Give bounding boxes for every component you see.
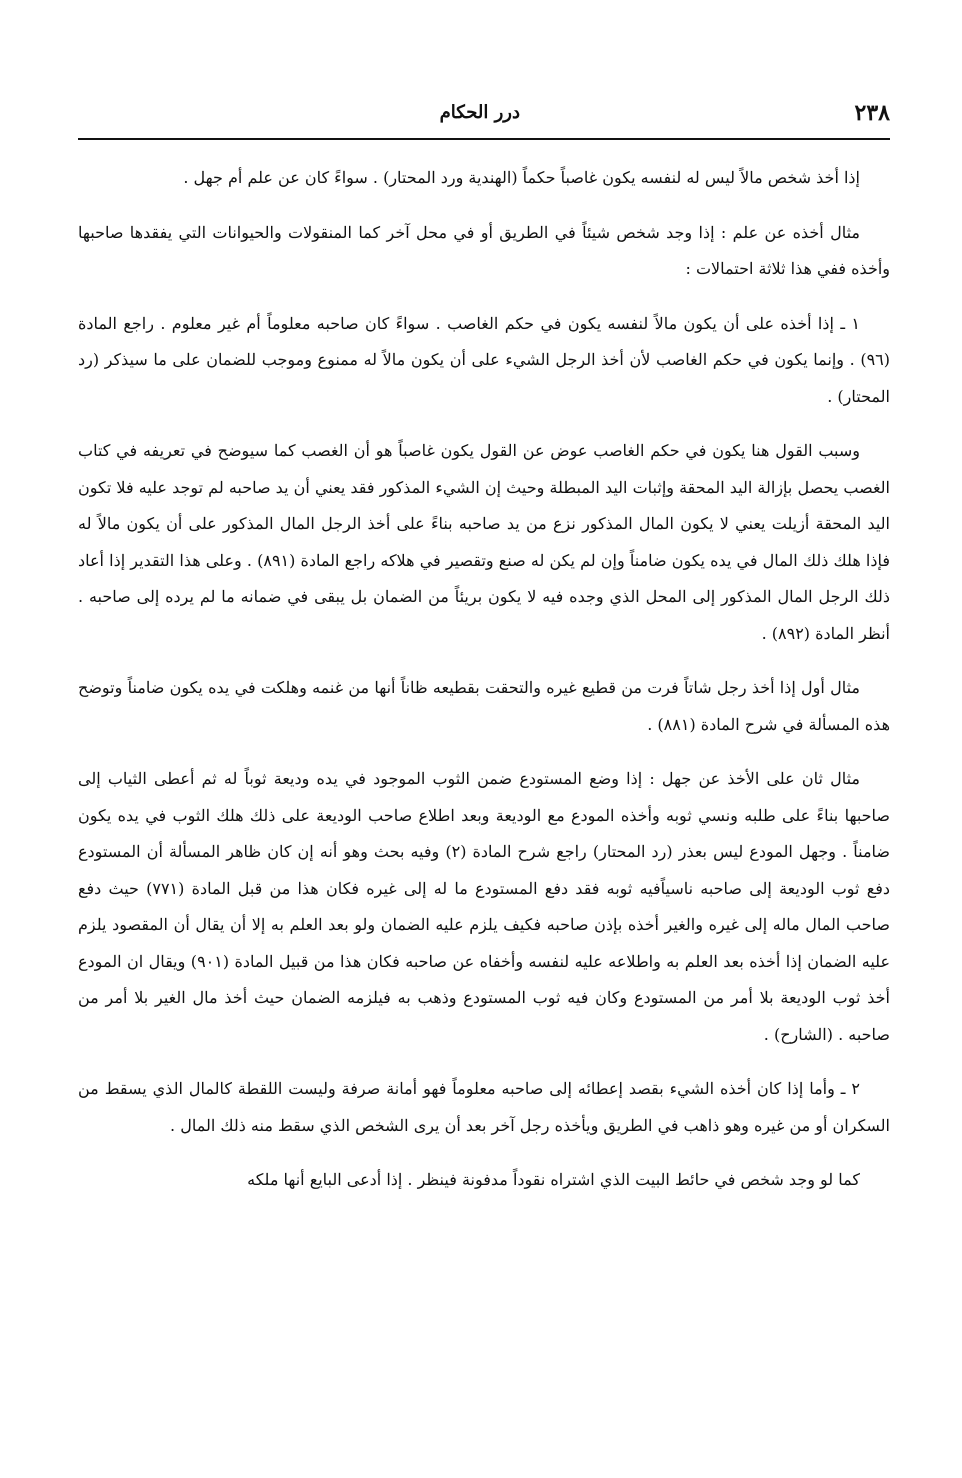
paragraph-first-example: مثال أول إذا أخذ رجل شاتاً فرت من قطيع غيره والتحقت بقطيعه ظاناً أنها من غنمه وهلكت في يده يكون ضامناً وتوضح هذه المسألة في شرح المادة (٨٨١) . <box>78 678 890 734</box>
paragraph-case-2: ٢ ـ وأما إذا كان أخذه الشيء بقصد إعطائه إلى صاحبه معلوماً فهو أمانة صرفة وليست اللقطة كالمال الذي يسقط من السكران أو من غيره وهو ذاهب في الطريق ويأخذه رجل آخر بعد أن يرى الشخص الذي سقط منه ذلك المال . <box>78 1079 890 1135</box>
paragraph-buried-money: كما لو وجد شخص في حائط البيت الذي اشتراه نقوداً مدفونة فينظر . إذا أدعى البايع أنها ملكه <box>247 1170 860 1189</box>
paragraph-example-knowledge: مثال أخذه عن علم : إذا وجد شخص شيئاً في الطريق أو في محل آخر كما المنقولات والحيوانات التي يفقدها صاحبها وأخذه ففي هذا ثلاثة احتمالات : <box>78 222 890 278</box>
page-body <box>78 160 890 1217</box>
running-title: درر الحكام <box>439 102 520 123</box>
paragraph-reason: وسبب القول هنا يكون في حكم الغاصب عوض عن القول يكون غاصباً هو أن الغصب كما سيوضح في تعريفه في كتاب الغصب يحصل بإزالة اليد المحقة وإثبات اليد المبطلة وحيث إن الشيء المذكور فقد يعني أن يد صاحبه لم توجد عليه فلا تكون اليد المحقة أزيلت يعني لا يكون المال المذكور نزع من يد صاحبه بناءً على أخذ الرجل المال المذكور على أن يكون مالاً له فإذا هلك ذلك المال في يده يكون ضامناً وإن لم يكن له صنع وتقصير في هلاكه راجع المادة (٨٩١) . وعلى هذا التقدير إذا أعاد ذلك الرجل المال المذكور إلى المحل الذي وجده فيه لا يكون بريئاً من الضمان بل يبقى في ضمانه ما لم يرده إلى صاحبه . أنظر المادة (٨٩٢) . <box>78 441 891 643</box>
paragraph-second-example: مثال ثان على الأخذ عن جهل : إذا وضع المستودع ضمن الثوب الموجود في يده وديعة ثوباً له ثم أعطى الثياب إلى صاحبها بناءً على طلبه ونسي ثوبه وأخذه المودع مع الوديعة وبعد اطلاع صاحب الوديعة على ذلك هلك الثوب في يده يكون ضامناً . وجهل المودع ليس بعذر (رد المحتار) راجع شرح المادة (٢) وفيه بحث وهو أنه إن كان ظاهر المسألة أن المستودع دفع ثوب الوديعة إلى صاحبه ناسياًفيه ثوبه فقد دفع المستودع ما له إلى غيره فكان هذا من قبل المادة (٧٧١) حيث دفع صاحب المال ماله إلى غيره والغير أخذه بإذن صاحبه فكيف يلزم عليه الضمان ولو بعد العلم به إلا أن يقال أن المقصود يلزم عليه الضمان إذا أخذه بعد العلم به واطلاعه عليه لنفسه وأخفاه عن صاحبه فكان هذا من قبيل المادة (٩٠١) ويقال ان المودع أخذ ثوب الوديعة بلا أمر من المستودع وكان فيه ثوب المستودع وذهب به فيلزمه الضمان حيث أخذ مال الغير بلا أمر من صاحبه . (الشارح) . <box>78 769 891 1044</box>
paragraph-case-1: ١ ـ إذا أخذه على أن يكون مالاً لنفسه يكون في حكم الغاصب . سواءً كان صاحبه معلوماً أم غير معلوم . راجع المادة (٩٦) . وإنما يكون في حكم الغاصب لأن أخذ الرجل الشيء على أن يكون مالاً له ممنوع وموجب للضمان على ما سيذكر (رد المحتار) . <box>78 313 890 406</box>
paragraph-intro: إذا أخذ شخص مالاً ليس له لنفسه يكون غاصباً حكماً (الهندية ورد المحتار) . سواءً كان عن علم أم جهل . <box>183 168 860 187</box>
header-rule <box>78 138 890 140</box>
page-number: ٢٣٨ <box>854 100 890 126</box>
page-header <box>78 92 890 132</box>
